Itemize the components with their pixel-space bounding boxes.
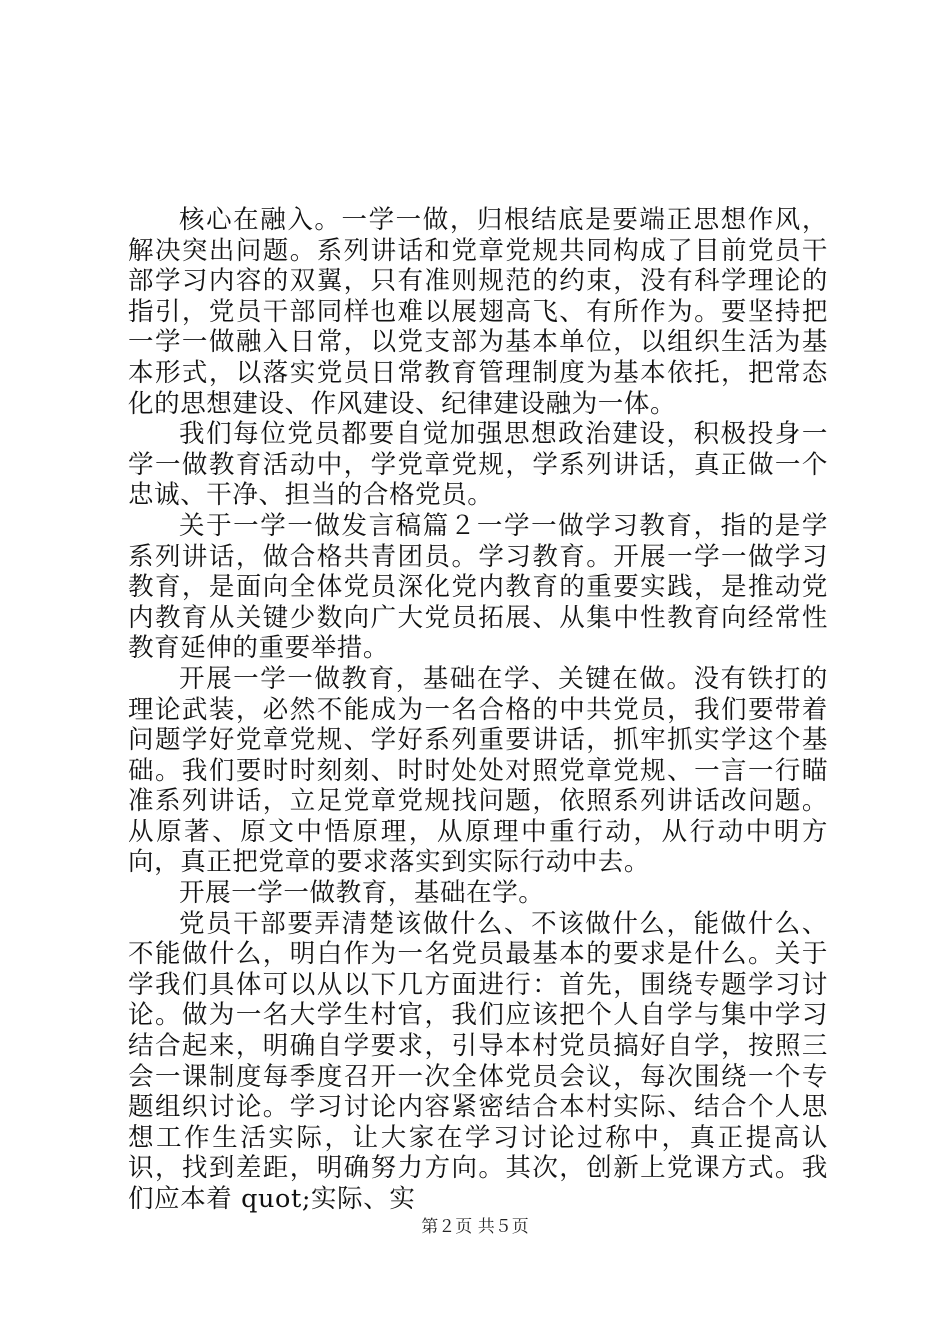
paragraph: 开展一学一做教育，基础在学、关键在做。没有铁打的理论武装，必然不能成为一名合格的中共党员，我们要带着问题学好党章党规、学好系列重要讲话，抓牢抓实学这个基础。我们要时时刻刻、时时处处对照党章党规、一言一行瞄准系列讲话，立足党章党规找问题，依照系列讲话改问题。从原著、原文中悟原理，从原理中重行动，从行动中明方向，真正把党章的要求落实到实际行动中去。 — [128, 663, 828, 878]
page-number-label: 第２页 共５页 — [421, 1217, 529, 1237]
document-body — [128, 205, 828, 1215]
paragraph: 党员干部要弄清楚该做什么、不该做什么，能做什么、不能做什么，明白作为一名党员最基本的要求是什么。关于学我们具体可以从以下几方面进行：首先，围绕专题学习讨论。做为一名大学生村官，我们应该把个人自学与集中学习结合起来，明确自学要求，引导本村党员搞好自学，按照三会一课制度每季度召开一次全体党员会议，每次围绕一个专题组织讨论。学习讨论内容紧密结合本村实际、结合个人思想工作生活实际，让大家在学习讨论过称中，真正提高认识，找到差距，明确努力方向。其次，创新上党课方式。我们应本着 quot;实际、实 — [128, 908, 828, 1214]
paragraph: 关于一学一做发言稿篇２一学一做学习教育，指的是学系列讲话，做合格共青团员。学习教育。开展一学一做学习教育，是面向全体党员深化党内教育的重要实践，是推动党内教育从关键少数向广大党员拓展、从集中性教育向经常性教育延伸的重要举措。 — [128, 510, 828, 664]
paragraph: 我们每位党员都要自觉加强思想政治建设，积极投身一学一做教育活动中，学党章党规，学系列讲话，真正做一个忠诚、干净、担当的合格党员。 — [128, 419, 828, 511]
page-footer — [0, 1217, 950, 1237]
paragraph: 开展一学一做教育，基础在学。 — [179, 878, 545, 909]
paragraph: 核心在融入。一学一做，归根结底是要端正思想作风，解决突出问题。系列讲话和党章党规共同构成了目前党员干部学习内容的双翼，只有准则规范的约束，没有科学理论的指引，党员干部同样也难以展翅高飞、有所作为。要坚持把一学一做融入日常，以党支部为基本单位，以组织生活为基本形式，以落实党员日常教育管理制度为基本依托，把常态化的思想建设、作风建设、纪律建设融为一体。 — [128, 205, 828, 419]
